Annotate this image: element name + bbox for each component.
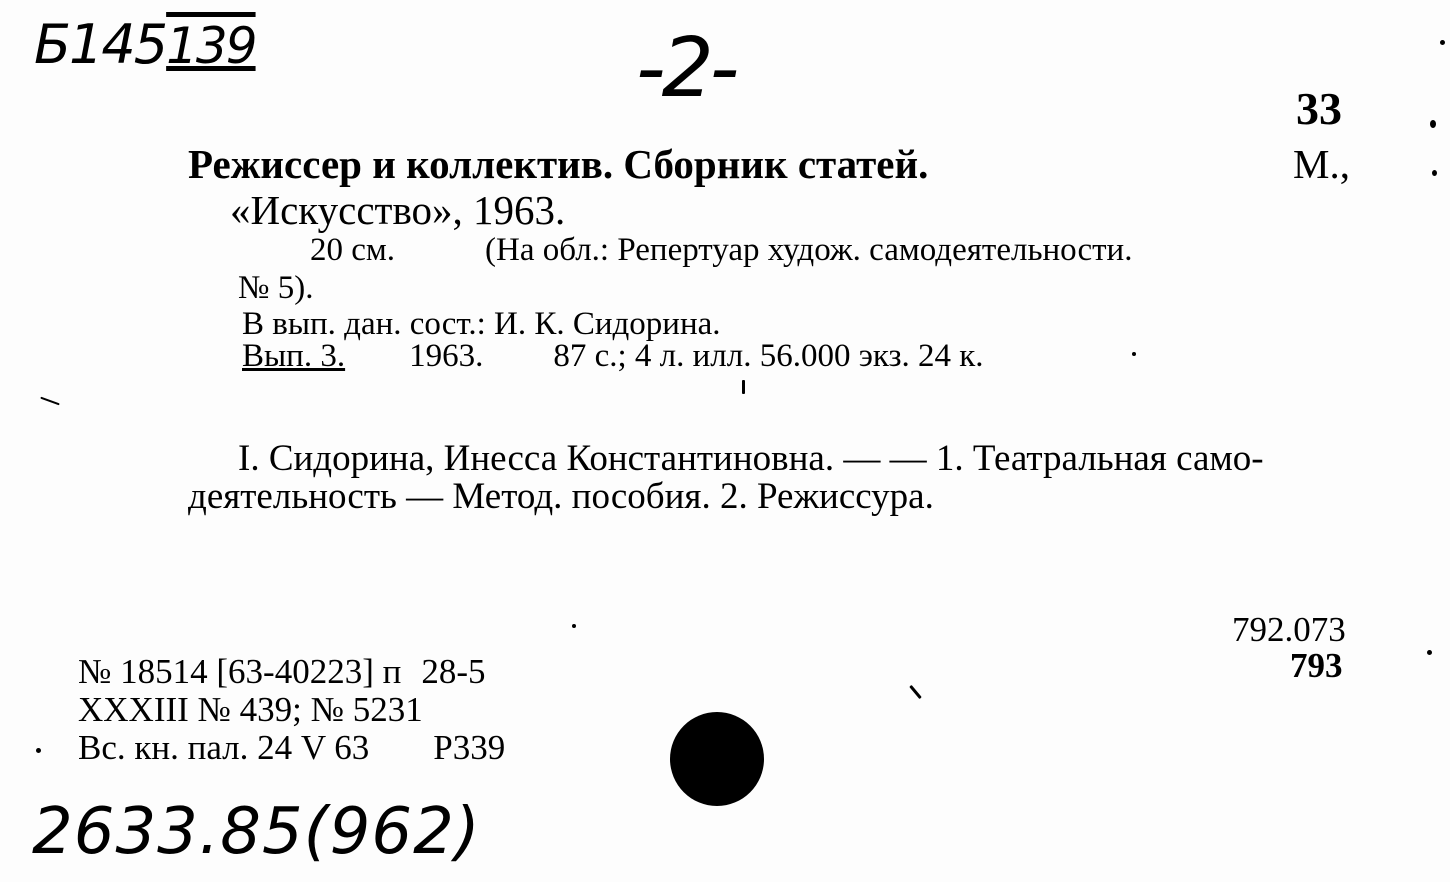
ink-speck (1427, 650, 1432, 655)
publisher-year: «Искусство», 1963. (230, 187, 566, 233)
ink-speck (1430, 120, 1436, 128)
ink-speck (1440, 40, 1445, 45)
ink-speck (742, 380, 745, 394)
ink-speck (36, 748, 41, 753)
physical-size-line (310, 234, 1132, 267)
shelf-mark-sub: 139 (166, 17, 256, 75)
book-title-text: Режиссер и коллектив. Сборник статей. (188, 141, 929, 187)
ink-speck (909, 685, 922, 699)
shelf-mark-main: Б145 (34, 13, 167, 76)
issue-label: Вып. 3. (242, 338, 346, 374)
udc-code-extra: 793 (1290, 646, 1343, 685)
handwritten-classification-code: 2633.85(962) (32, 795, 481, 869)
registration-code: 28-5 (421, 652, 486, 691)
punch-hole (670, 712, 764, 806)
series-note: (На обл.: Репертуар худож. самодеятельности. (485, 232, 1133, 268)
registration-line-3 (78, 730, 505, 765)
shelf-mark (34, 13, 256, 76)
publication-place: М., (1293, 141, 1350, 187)
issue-line (242, 340, 984, 373)
added-entries-line-2: деятельность — Метод. пособия. 2. Режиссура. (188, 476, 934, 517)
series-number: № 5). (238, 270, 314, 306)
chamber-code: Р339 (433, 728, 506, 767)
registration-line-1 (78, 654, 486, 689)
ink-speck (572, 624, 576, 628)
ink-speck (1132, 352, 1136, 356)
ink-speck (40, 397, 59, 406)
book-title (188, 141, 929, 187)
udc-code: 792.073 (1232, 610, 1346, 649)
book-size: 20 см. (310, 232, 396, 268)
compiler-note: В вып. дан. сост.: И. К. Сидорина. (242, 306, 721, 342)
card-sequence-number: -2- (636, 21, 736, 116)
page-count: 33 (1296, 83, 1342, 134)
registration-line-2: XXXIII № 439; № 5231 (78, 690, 423, 729)
issue-year: 1963. (409, 338, 484, 374)
added-entries-line-1: I. Сидорина, Инесса Константиновна. — — 1. Театральная само- (238, 438, 1264, 479)
chamber-note: Вс. кн. пал. 24 V 63 (78, 728, 370, 767)
issue-extent: 87 с.; 4 л. илл. 56.000 экз. 24 к. (553, 338, 984, 374)
ink-speck (1432, 170, 1437, 176)
registration-number: № 18514 [63-40223] п (78, 652, 402, 691)
